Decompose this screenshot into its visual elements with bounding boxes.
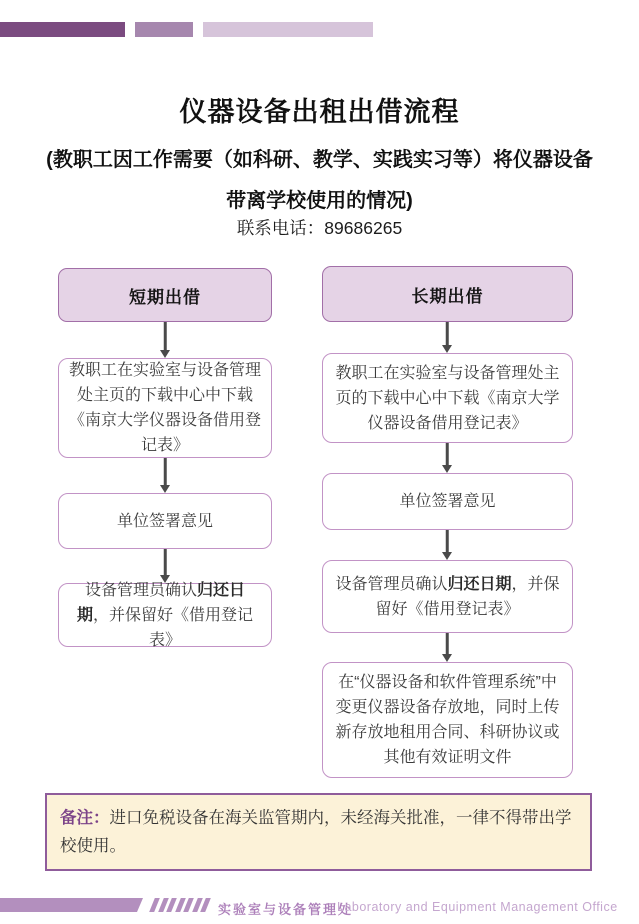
column-header-short-term — [58, 268, 272, 322]
contact-phone: 联系电话：89686265 — [236, 218, 403, 238]
decorative-bar-light — [203, 22, 373, 37]
step-text: 单位签署意见 — [116, 512, 213, 530]
footer-department-en: Laboratory and Equipment Management Office — [337, 900, 618, 914]
column-header-label: 短期出借 — [129, 287, 201, 307]
note-label: 备注： — [60, 809, 110, 827]
step-text: 教职工在实验室与设备管理处主页的下载中心中下载《南京大学仪器设备借用登记表》 — [69, 362, 262, 454]
down-arrow-icon — [159, 458, 171, 493]
step-box-confirm-return-short — [58, 583, 272, 647]
page-subtitle — [0, 140, 639, 222]
step-box-update-system-long — [322, 662, 573, 778]
step-text: 教职工在实验室与设备管理处主页的下载中心中下载《南京大学仪器设备借用登记表》 — [335, 364, 560, 432]
decorative-bar-dark — [0, 22, 125, 37]
down-arrow-icon — [441, 322, 453, 353]
step-text: 在“仪器设备和软件管理系统”中变更仪器设备存放地，同时上传新存放地租用合同、科研协议或其他有效证明文件 — [335, 674, 560, 766]
step-text: 单位签署意见 — [399, 493, 496, 510]
column-header-long-term — [322, 266, 573, 322]
down-arrow-icon — [441, 633, 453, 662]
step-text: 设备管理员确认归还日期，并保留好《借用登记表》 — [76, 581, 254, 649]
step-box-unit-sign-long — [322, 473, 573, 530]
down-arrow-icon — [441, 530, 453, 560]
step-box-download-form-long — [322, 353, 573, 443]
column-header-label: 长期出借 — [411, 286, 484, 306]
footer-department-cn: 实验室与设备管理处 — [218, 902, 354, 917]
step-text: 设备管理员确认归还日期，并保留好《借用登记表》 — [335, 575, 560, 618]
page-subtitle-line2: 带离学校使用的情况) — [226, 190, 413, 212]
note-text: 进口免税设备在海关监管期内，未经海关批准，一律不得带出学校使用。 — [60, 809, 572, 855]
step-box-unit-sign-short — [58, 493, 272, 549]
step-box-download-form-short — [58, 358, 272, 458]
footer — [0, 896, 639, 916]
down-arrow-icon — [159, 322, 171, 358]
decorative-bar-medium — [135, 22, 193, 37]
step-box-confirm-return-long — [322, 560, 573, 633]
page-subtitle-line1: (教职工因工作需要（如科研、教学、实践实习等）将仪器设备 — [46, 149, 593, 171]
footer-bar-decoration — [0, 898, 143, 912]
note-box — [45, 793, 592, 871]
footer-slashes-decoration — [152, 898, 208, 912]
top-decoration — [0, 22, 639, 37]
page-title: 仪器设备出租出借流程 — [179, 97, 460, 127]
down-arrow-icon — [441, 443, 453, 473]
